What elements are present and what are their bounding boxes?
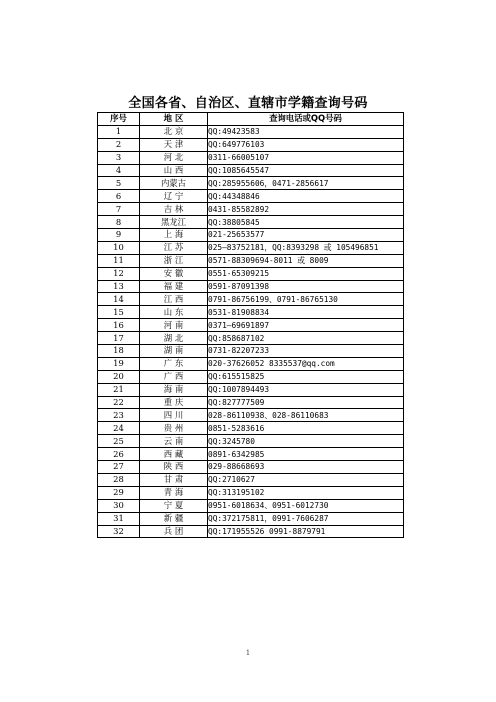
row-region: 湖 南 [140,345,208,358]
row-contact-text: 0531-81908834 [208,307,270,317]
row-num: 30 [98,499,140,512]
row-region: 山 西 [140,164,208,177]
row-contact [208,138,404,151]
row-contact [208,216,404,229]
row-region: 河 北 [140,151,208,164]
row-num: 12 [98,267,140,280]
row-region: 新 疆 [140,512,208,525]
table-row [98,473,404,486]
table-row [98,138,404,151]
row-region: 甘 肃 [140,473,208,486]
row-num: 11 [98,254,140,267]
row-num: 27 [98,461,140,474]
row-num: 20 [98,370,140,383]
row-contact [208,229,404,242]
row-contact [208,293,404,306]
row-contact-text: 0371—69691897 [208,320,270,330]
row-num: 8 [98,216,140,229]
header-region: 地 区 [140,113,208,126]
table-row [98,280,404,293]
row-contact-text: 0791-86756199、0791-86765130 [208,294,338,304]
row-contact [208,319,404,332]
header-contact: 查询电话或QQ号码 [208,113,404,126]
row-num: 1 [98,125,140,138]
table-row [98,267,404,280]
row-contact [208,332,404,345]
row-num: 10 [98,241,140,254]
row-num: 17 [98,332,140,345]
row-contact [208,306,404,319]
row-contact-text: QQ:3245780 [208,436,255,446]
row-contact [208,422,404,435]
row-contact-text: QQ:858687102 [208,333,265,343]
table-row [98,177,404,190]
row-contact-text: QQ:827777509 [208,398,265,408]
row-contact-text: 029-88668693 [208,462,265,472]
row-contact [208,512,404,525]
row-region: 湖 北 [140,332,208,345]
row-num: 23 [98,409,140,422]
row-region: 青 海 [140,486,208,499]
table-row [98,422,404,435]
row-region: 天 津 [140,138,208,151]
row-num: 5 [98,177,140,190]
header-num: 序号 [98,113,140,126]
row-region: 云 南 [140,435,208,448]
table-row [98,241,404,254]
row-contact [208,486,404,499]
row-contact [208,435,404,448]
row-num: 25 [98,435,140,448]
table-body [98,125,404,538]
table-row [98,499,404,512]
row-contact-text: 0951-6018634、0951-6012730 [208,501,329,511]
row-contact [208,241,404,254]
row-region: 广 东 [140,357,208,370]
row-contact-text: 0731-82207233 [208,346,270,356]
row-contact-text: QQ:44348846 [208,191,260,201]
table-row [98,151,404,164]
row-region: 西 藏 [140,448,208,461]
row-contact [208,357,404,370]
row-contact-text: 0431-85582892 [208,204,270,214]
table-row [98,345,404,358]
row-contact-text: QQ:313195102 [208,488,265,498]
row-contact [208,177,404,190]
row-region: 吉 林 [140,203,208,216]
row-num: 9 [98,229,140,242]
row-num: 28 [98,473,140,486]
table-row [98,512,404,525]
row-contact [208,370,404,383]
row-num: 13 [98,280,140,293]
row-num: 24 [98,422,140,435]
row-contact [208,525,404,538]
row-contact [208,267,404,280]
row-num: 16 [98,319,140,332]
row-num: 7 [98,203,140,216]
table-row [98,486,404,499]
row-contact [208,473,404,486]
row-num: 2 [98,138,140,151]
table-row [98,293,404,306]
row-contact-text: QQ:38805845 [208,217,260,227]
page-title: 全国各省、自治区、直辖市学籍查询号码 [128,96,368,111]
row-contact-text: QQ:649776103 [208,140,265,150]
table-row [98,461,404,474]
row-region: 北 京 [140,125,208,138]
row-num: 4 [98,164,140,177]
row-region: 上 海 [140,229,208,242]
row-region: 陕 西 [140,461,208,474]
table-row [98,435,404,448]
table-row [98,448,404,461]
query-table [97,112,404,538]
row-contact-text: QQ:2710627 [208,475,255,485]
row-contact-text: QQ:49423583 [208,127,260,137]
row-contact [208,345,404,358]
row-num: 19 [98,357,140,370]
row-contact-text: QQ:372175811，0991-7606287 [208,514,329,524]
row-contact-text: 020-37626052 8335537@qq.com [208,359,335,369]
row-num: 18 [98,345,140,358]
row-contact-text: 0311-66005107 [208,153,270,163]
row-region: 黑龙江 [140,216,208,229]
table-row [98,396,404,409]
row-region: 江 苏 [140,241,208,254]
row-contact [208,151,404,164]
row-contact [208,125,404,138]
row-num: 21 [98,383,140,396]
row-contact-text: 025—83752181，QQ:8393298 或 105496851 [208,243,379,253]
row-num: 15 [98,306,140,319]
row-num: 6 [98,190,140,203]
row-contact-text: 0551-65309215 [208,269,270,279]
row-contact [208,190,404,203]
table-row [98,332,404,345]
table-row [98,203,404,216]
row-contact [208,383,404,396]
row-num: 26 [98,448,140,461]
table-header-row [98,113,404,126]
row-contact [208,461,404,474]
row-contact [208,164,404,177]
row-contact [208,254,404,267]
table-row [98,229,404,242]
row-contact-text: 0571-88309694-8011 或 8009 [208,256,329,266]
row-region: 内蒙古 [140,177,208,190]
row-region: 广 西 [140,370,208,383]
table-row [98,525,404,538]
row-contact-text: 0891-6342985 [208,449,265,459]
row-contact-text: 028-86110938、028-86110683 [208,410,329,420]
row-contact [208,280,404,293]
row-num: 29 [98,486,140,499]
row-region: 江 西 [140,293,208,306]
table-row [98,370,404,383]
table-row [98,125,404,138]
table-row [98,216,404,229]
row-region: 安 徽 [140,267,208,280]
row-num: 22 [98,396,140,409]
row-contact-text: QQ:285955606，0471-2856617 [208,178,329,188]
table-row [98,319,404,332]
row-region: 兵 团 [140,525,208,538]
row-region: 福 建 [140,280,208,293]
row-contact-text: QQ:1007894493 [208,385,270,395]
row-contact [208,448,404,461]
row-region: 宁 夏 [140,499,208,512]
row-contact-text: 021-25653577 [208,230,265,240]
row-region: 重 庆 [140,396,208,409]
page-number: 1 [245,649,251,657]
row-contact [208,203,404,216]
row-contact [208,409,404,422]
table-row [98,357,404,370]
row-contact-text: QQ:1085645547 [208,166,270,175]
table-row [98,409,404,422]
row-contact-text: 0851-5283616 [208,423,265,433]
row-num: 14 [98,293,140,306]
row-region: 辽 宁 [140,190,208,203]
row-region: 贵 州 [140,422,208,435]
row-region: 四 川 [140,409,208,422]
table-row [98,164,404,177]
table-row [98,254,404,267]
row-contact-text: 0591-87091398 [208,282,270,292]
table-row [98,190,404,203]
row-contact [208,396,404,409]
row-contact [208,499,404,512]
row-region: 河 南 [140,319,208,332]
row-contact-text: QQ:171955526 0991-8879791 [208,526,326,536]
row-contact-text: QQ:615515825 [208,372,265,382]
row-region: 山 东 [140,306,208,319]
row-num: 3 [98,151,140,164]
row-region: 海 南 [140,383,208,396]
table-row [98,306,404,319]
row-num: 32 [98,525,140,538]
table-row [98,383,404,396]
row-region: 浙 江 [140,254,208,267]
row-num: 31 [98,512,140,525]
